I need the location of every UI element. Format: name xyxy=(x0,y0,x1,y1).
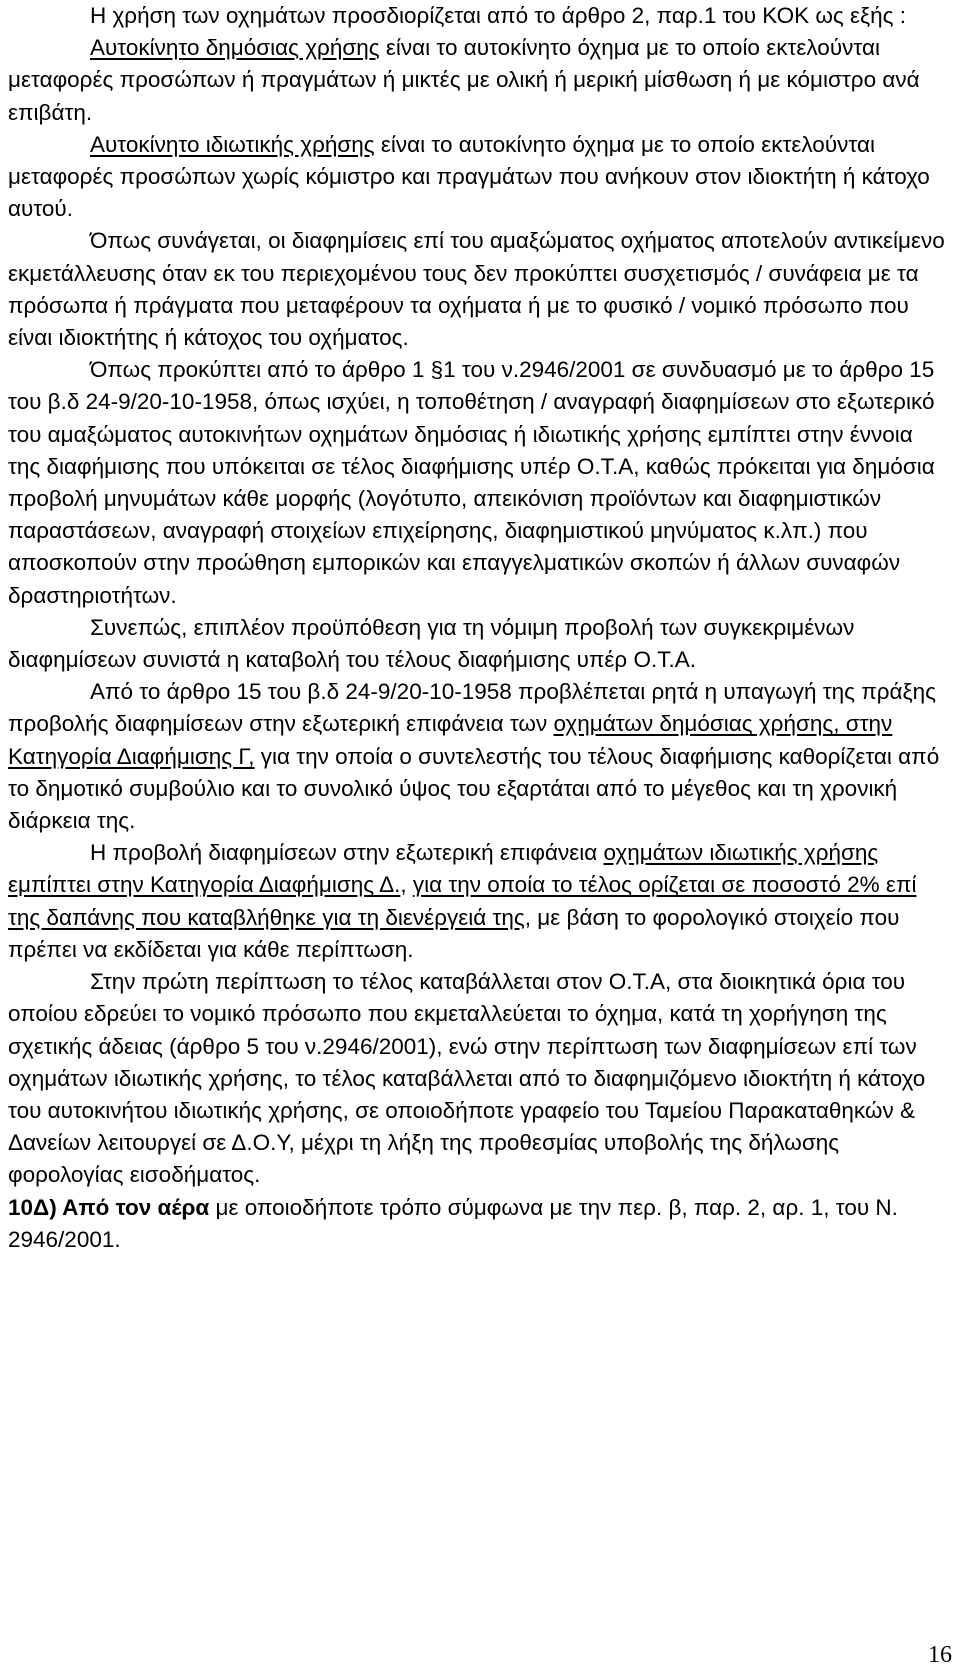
underlined-term: Αυτοκίνητο δημόσιας χρήσης xyxy=(90,35,380,61)
text-span: Συνεπώς, επιπλέον προϋπόθεση για τη νόμιμη προβολή των συγκεκριμένων διαφημίσεων συνιστά η καταβολή του τέλους διαφήμισης υπέρ Ο.Τ.Α. xyxy=(8,614,855,673)
page-number: 16 xyxy=(928,1642,952,1668)
underlined-phrase: οχημάτων ιδιωτικής χρήσης εμπίπτει στην Κατηγορία Διαφήμισης Δ. xyxy=(8,840,879,898)
section-heading: 10Δ) Από τον αέρα xyxy=(8,1194,210,1220)
paragraph xyxy=(8,32,948,129)
text-span: είναι το αυτοκίνητο όχημα με το οποίο εκτελούνται μεταφορές προσώπων ή πραγμάτων ή μικτές με ολική ή μερική μίσθωση ή με κόμιστρο ανά επιβάτη. xyxy=(8,35,920,125)
text-span: με οποιοδήποτε τρόπο σύμφωνα με την περ. β, παρ. 2, αρ. 1, του Ν. 2946/2001. xyxy=(8,1194,898,1252)
text-span: είναι το αυτοκίνητο όχημα με το οποίο εκτελούνται μεταφορές προσώπων χωρίς κόμιστρο και πραγμάτων που ανήκουν στον ιδιοκτήτη ή κάτοχο αυτού. xyxy=(8,131,930,222)
text-span: Η χρήση των οχημάτων προσδιορίζεται από το άρθρο 2, παρ.1 του ΚΟΚ ως εξής : xyxy=(90,3,906,28)
underlined-phrase: οχημάτων δημόσιας χρήσης, στην Κατηγορία Διαφήμισης Γ, xyxy=(8,711,893,769)
paragraph xyxy=(8,966,948,1191)
underlined-term: Αυτοκίνητο ιδιωτικής χρήσης xyxy=(90,131,375,157)
paragraph xyxy=(8,612,948,676)
paragraph xyxy=(8,225,948,354)
paragraph xyxy=(8,837,948,966)
text-span: , xyxy=(400,872,413,898)
paragraph xyxy=(8,676,948,837)
underlined-phrase: για την οποία το τέλος ορίζεται σε ποσοστό 2% επί της δαπάνης που καταβλήθηκε για τη διενέργειά της xyxy=(8,872,917,930)
text-span: Όπως προκύπτει από το άρθρο 1 §1 του ν.2946/2001 σε συνδυασμό με το άρθρο 15 του β.δ 24-9/20-10-1958, όπως ισχύει, η τοποθέτηση / αναγραφή διαφημίσεων στο εξωτερικό του αμαξώματος αυτοκινήτων οχημάτων δημόσιας ή ιδιωτικής χρήσης εμπίπτει στην έννοια της διαφήμισης που υπόκειται σε τέλος διαφήμισης υπέρ Ο.Τ.Α, καθώς πρόκειται για δημόσια προβολή μηνυμάτων κάθε μορφής (λογότυπο, απεικόνιση προϊόντων και διαφημιστικών παραστάσεων, αναγραφή στοιχείων επιχείρησης, διαφημιστικού μηνύματος κ.λπ.) που αποσκοπούν στην προώθηση εμπορικών και επαγγελματικών σκοπών ή άλλων συναφών δραστηριοτήτων. xyxy=(8,357,935,608)
document-body xyxy=(8,0,948,1256)
paragraph xyxy=(8,354,948,612)
text-span: Η προβολή διαφημίσεων στην εξωτερική επιφάνεια xyxy=(90,840,604,866)
paragraph xyxy=(8,129,948,226)
text-span: , με βάση το φορολογικό στοιχείο που πρέπει να εκδίδεται για κάθε περίπτωση. xyxy=(8,904,900,962)
text-span: Όπως συνάγεται, οι διαφημίσεις επί του αμαξώματος οχήματος αποτελούν αντικείμενο εκμετάλλευσης όταν εκ του περιεχομένου τους δεν προκύπτει συσχετισμός / συνάφεια με τα πρόσωπα ή πράγματα που μεταφέρουν τα οχήματα ή με το φυσικό / νομικό πρόσωπο που είναι ιδιοκτήτης ή κάτοχος του οχήματος. xyxy=(8,228,945,351)
text-span: Από το άρθρο 15 του β.δ 24-9/20-10-1958 προβλέπεται ρητά η υπαγωγή της πράξης προβολής διαφημίσεων στην εξωτερική επιφάνεια των xyxy=(8,679,936,737)
text-span: Στην πρώτη περίπτωση το τέλος καταβάλλεται στον Ο.Τ.Α, στα διοικητικά όρια του οποίου εδρεύει το νομικό πρόσωπο που εκμεταλλεύεται το όχημα, κατά τη χορήγηση της σχετικής άδειας (άρθρο 5 του ν.2946/2001), ενώ στην περίπτωση των διαφημίσεων επί των οχημάτων ιδιωτικής χρήσης, το τέλος καταβάλλεται από το διαφημιζόμενο ιδιοκτήτη ή κάτοχο του αυτοκινήτου ιδιωτικής χρήσης, σε οποιοδήποτε γραφείο του Ταμείου Παρακαταθηκών & Δανείων λειτουργεί σε Δ.Ο.Υ, μέχρι τη λήξη της προθεσμίας υποβολής της δήλωσης φορολογίας εισοδήματος. xyxy=(8,969,926,1188)
paragraph xyxy=(8,0,948,32)
section-item xyxy=(8,1192,948,1256)
text-span: για την οποία ο συντελεστής του τέλους διαφήμισης καθορίζεται από το δημοτικό συμβούλιο και το συνολικό ύψος του εξαρτάται από το μέγεθος και τη χρονική διάρκεια της. xyxy=(8,743,940,834)
